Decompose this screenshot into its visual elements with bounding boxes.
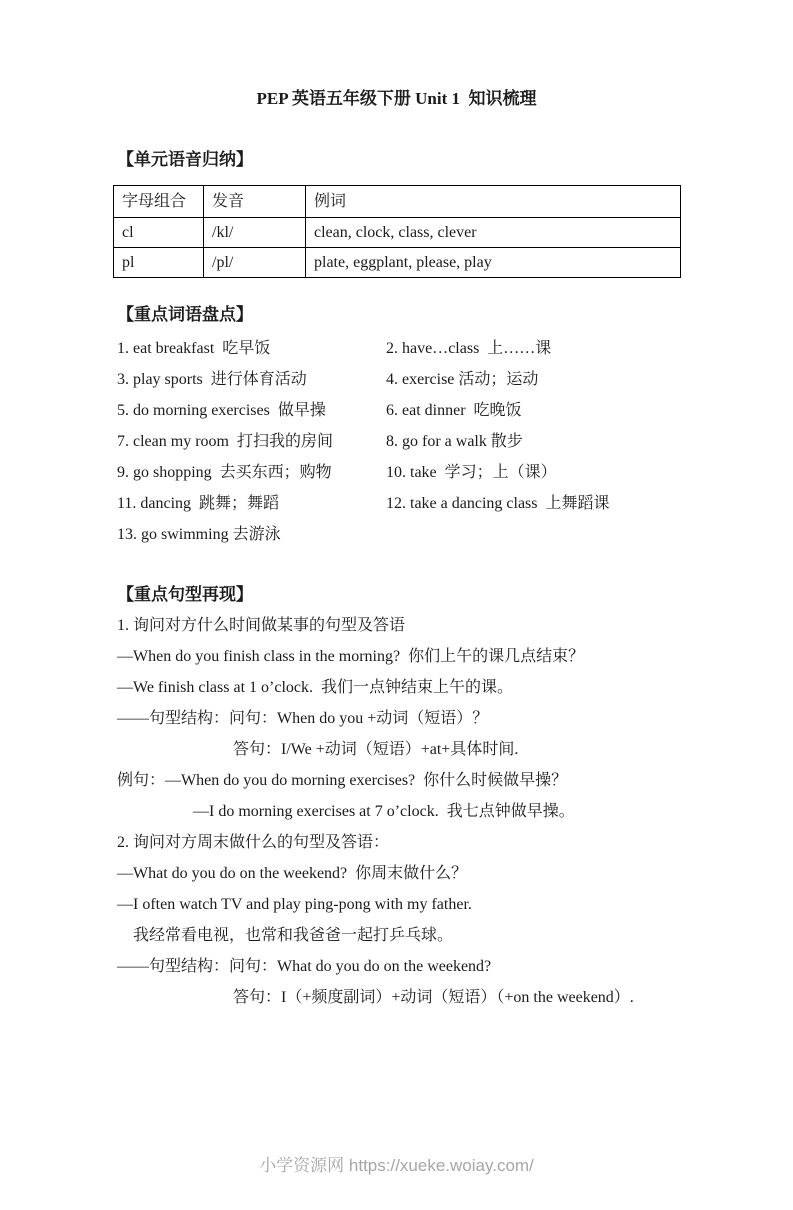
- cell-sound: /pl/: [204, 248, 306, 278]
- table-row: [114, 248, 681, 278]
- sentence-line: 2. 询问对方周末做什么的句型及答语：: [117, 834, 390, 851]
- vocab-item: 5. do morning exercises 做早操: [117, 402, 326, 419]
- vocab-item: 13. go swimming 去游泳: [117, 526, 281, 543]
- vocab-row: [113, 395, 680, 426]
- vocab-item: 1. eat breakfast 吃早饭: [117, 340, 271, 357]
- vocab-item: 11. dancing 跳舞；舞蹈: [117, 495, 280, 512]
- page-title: PEP 英语五年级下册 Unit 1 知识梳理: [256, 89, 537, 108]
- vocab-item: 3. play sports 进行体育活动: [117, 371, 307, 388]
- sentence-line: 答句：I/We +动词（短语）+at+具体时间.: [233, 741, 519, 758]
- sentence-section-heading: 【重点句型再现】: [117, 585, 253, 604]
- cell-examples: clean, clock, class, clever: [306, 218, 681, 248]
- sentence-line: —When do you finish class in the morning? 你们上午的课几点结束？: [117, 648, 585, 665]
- sentence-line: 1. 询问对方什么时间做某事的句型及答语: [117, 617, 406, 634]
- vocab-row: [113, 488, 680, 519]
- vocab-item: [386, 519, 680, 550]
- table-row: [114, 218, 681, 248]
- sentence-line: 例句：—When do you do morning exercises? 你什么时候做早操？: [117, 772, 568, 789]
- cell-examples: plate, eggplant, please, play: [306, 248, 681, 278]
- vocab-item: 2. have…class 上……课: [386, 340, 552, 357]
- cell-letters: cl: [114, 218, 204, 248]
- vocabulary-list: [113, 333, 680, 550]
- column-header-pronunciation: 发音: [204, 186, 306, 218]
- vocab-item: 4. exercise 活动；运动: [386, 371, 539, 388]
- cell-letters: pl: [114, 248, 204, 278]
- vocab-row: [113, 519, 680, 550]
- vocab-row: [113, 426, 680, 457]
- table-header-row: [114, 186, 681, 218]
- vocabulary-section-heading: 【重点词语盘点】: [117, 305, 253, 324]
- sentence-line: —What do you do on the weekend? 你周末做什么？: [117, 865, 468, 882]
- document-page: [0, 88, 793, 1210]
- column-header-letter-combo: 字母组合: [114, 186, 204, 218]
- sentence-line: —I often watch TV and play ping-pong with my father.: [117, 896, 472, 913]
- vocab-row: [113, 364, 680, 395]
- sentence-line: ——句型结构：问句：When do you +动词（短语）？: [117, 710, 489, 727]
- sentence-pattern-list: [113, 610, 680, 1013]
- vocab-item: 10. take 学习；上（课）: [386, 464, 557, 481]
- vocab-item: 12. take a dancing class 上舞蹈课: [386, 495, 610, 512]
- vocab-item: 9. go shopping 去买东西；购物: [117, 464, 332, 481]
- cell-sound: /kl/: [204, 218, 306, 248]
- vocab-item: 6. eat dinner 吃晚饭: [386, 402, 522, 419]
- vocab-row: [113, 333, 680, 364]
- sentence-line: —I do morning exercises at 7 o’clock. 我七点钟做早操。: [193, 803, 575, 820]
- sentence-line: ——句型结构：问句：What do you do on the weekend?: [117, 958, 492, 975]
- vocab-row: [113, 457, 680, 488]
- sentence-line: 我经常看电视，也常和我爸爸一起打乒乓球。: [133, 927, 454, 944]
- column-header-example-words: 例词: [306, 186, 681, 218]
- vocab-item: 7. clean my room 打扫我的房间: [117, 433, 333, 450]
- vocab-item: 8. go for a walk 散步: [386, 433, 523, 450]
- phonics-section-heading: 【单元语音归纳】: [117, 150, 253, 169]
- sentence-line: 答句：I（+频度副词）+动词（短语）（+on the weekend）.: [233, 989, 634, 1006]
- sentence-line: —We finish class at 1 o’clock. 我们一点钟结束上午的课。: [117, 679, 513, 696]
- watermark-footer: 小学资源网 https://xueke.woiay.com/: [259, 1156, 534, 1175]
- phonics-table: [113, 185, 681, 278]
